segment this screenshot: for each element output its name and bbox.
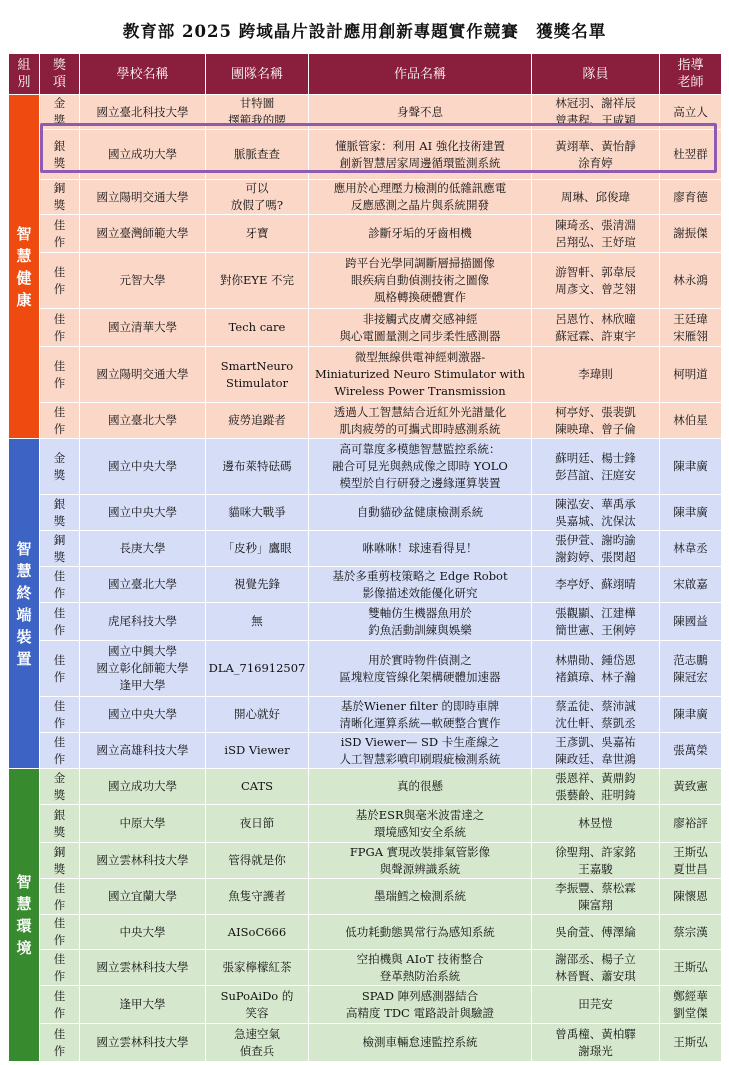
team-cell: 急速空氣 偵查兵 bbox=[206, 1024, 309, 1062]
table-row bbox=[9, 180, 722, 215]
award-cell: 佳 作 bbox=[40, 697, 80, 733]
work-cell: 基於ESR與毫米波雷達之 環境感知安全系統 bbox=[309, 805, 532, 843]
award-cell: 佳 作 bbox=[40, 309, 80, 347]
team-cell: 牙寶 bbox=[206, 215, 309, 253]
members-cell: 張觀顯、江建樺 簡世憲、王俐婷 bbox=[532, 603, 660, 641]
work-cell: 自動貓砂盆健康檢測系統 bbox=[309, 495, 532, 531]
table-row bbox=[9, 215, 722, 253]
members-cell: 李亭妤、蘇翊晴 bbox=[532, 567, 660, 603]
table-row bbox=[9, 603, 722, 641]
group-cell: 智 慧 終 端 裝 置 bbox=[9, 439, 40, 769]
team-cell: Tech care bbox=[206, 309, 309, 347]
work-cell: 跨平台光學同調斷層掃描圖像 眼疾病自動偵測技術之圖像 風格轉換硬體實作 bbox=[309, 253, 532, 309]
award-cell: 銀 獎 bbox=[40, 805, 80, 843]
school-cell: 中原大學 bbox=[80, 805, 206, 843]
school-cell: 逢甲大學 bbox=[80, 986, 206, 1024]
table-row bbox=[9, 95, 722, 130]
table-row bbox=[9, 1024, 722, 1062]
work-cell: 低功耗動態異常行為感知系統 bbox=[309, 915, 532, 950]
team-cell: 視覺先鋒 bbox=[206, 567, 309, 603]
advisor-cell: 范志鵬 陳冠宏 bbox=[660, 641, 722, 697]
work-cell: 微型無線供電神經刺激器- Miniaturized Neuro Stimulator with Wireless Power Transmission bbox=[309, 347, 532, 403]
award-cell: 佳 作 bbox=[40, 253, 80, 309]
award-cell: 佳 作 bbox=[40, 567, 80, 603]
award-cell: 佳 作 bbox=[40, 879, 80, 915]
school-cell: 國立臺灣師範大學 bbox=[80, 215, 206, 253]
work-cell: 身聲不息 bbox=[309, 95, 532, 130]
work-cell: 檢測車輛怠速監控系統 bbox=[309, 1024, 532, 1062]
work-cell: 基於Wiener filter 的即時車牌 清晰化運算系統—軟硬整合實作 bbox=[309, 697, 532, 733]
advisor-cell: 高立人 bbox=[660, 95, 722, 130]
table-row bbox=[9, 130, 722, 180]
table-row bbox=[9, 950, 722, 986]
table-row bbox=[9, 641, 722, 697]
award-cell: 佳 作 bbox=[40, 915, 80, 950]
advisor-cell: 王斯弘 夏世昌 bbox=[660, 843, 722, 879]
advisor-cell: 杜翌群 bbox=[660, 130, 722, 180]
members-cell: 吳俞萱、傅澤綸 bbox=[532, 915, 660, 950]
team-cell: SuPoAiDo 的 笑容 bbox=[206, 986, 309, 1024]
table-row bbox=[9, 769, 722, 805]
group-cell: 智 慧 健 康 bbox=[9, 95, 40, 439]
work-cell: 真的很懸 bbox=[309, 769, 532, 805]
advisor-cell: 陳國益 bbox=[660, 603, 722, 641]
award-cell: 佳 作 bbox=[40, 603, 80, 641]
advisor-cell: 鄭經華 劉堂傑 bbox=[660, 986, 722, 1024]
members-cell: 張伊萱、謝昀諭 謝鈞婷、張閔超 bbox=[532, 531, 660, 567]
members-cell: 張恩祥、黃鼎鈞 張藝齡、莊明錡 bbox=[532, 769, 660, 805]
team-cell: 脈脈查查 bbox=[206, 130, 309, 180]
award-cell: 銅 獎 bbox=[40, 531, 80, 567]
school-cell: 國立高雄科技大學 bbox=[80, 733, 206, 769]
header-award: 獎 項 bbox=[40, 54, 80, 95]
work-cell: SPAD 陣列感測器結合 高精度 TDC 電路設計與驗證 bbox=[309, 986, 532, 1024]
header-team: 團隊名稱 bbox=[206, 54, 309, 95]
work-cell: iSD Viewer— SD 卡生產線之 人工智慧彩噴印刷瑕疵檢測系統 bbox=[309, 733, 532, 769]
members-cell: 謝邵丞、楊子立 林晉賢、蕭安琪 bbox=[532, 950, 660, 986]
school-cell: 國立成功大學 bbox=[80, 130, 206, 180]
members-cell: 蔡孟徒、蔡沛誠 沈仕軒、蔡凱丞 bbox=[532, 697, 660, 733]
members-cell: 陳琦丞、張清淵 呂翔弘、王妤瑄 bbox=[532, 215, 660, 253]
work-cell: 高可靠度多模態智慧監控系統： 融合可見光與熱成像之即時 YOLO 模型於自行研發之邊緣運算裝置 bbox=[309, 439, 532, 495]
table-row bbox=[9, 567, 722, 603]
award-cell: 佳 作 bbox=[40, 215, 80, 253]
work-cell: 基於多重剪枝策略之 Edge Robot 影像描述效能優化研究 bbox=[309, 567, 532, 603]
award-cell: 佳 作 bbox=[40, 403, 80, 439]
members-cell: 田芫安 bbox=[532, 986, 660, 1024]
school-cell: 國立中興大學 國立彰化師範大學 逢甲大學 bbox=[80, 641, 206, 697]
school-cell: 國立中央大學 bbox=[80, 697, 206, 733]
advisor-cell: 廖裕評 bbox=[660, 805, 722, 843]
header-advisor: 指導 老師 bbox=[660, 54, 722, 95]
school-cell: 長庚大學 bbox=[80, 531, 206, 567]
header-work: 作品名稱 bbox=[309, 54, 532, 95]
team-cell: 邊布萊特砝碼 bbox=[206, 439, 309, 495]
advisor-cell: 王廷瑋 宋雁翎 bbox=[660, 309, 722, 347]
members-cell: 林昱愷 bbox=[532, 805, 660, 843]
advisor-cell: 廖育德 bbox=[660, 180, 722, 215]
school-cell: 國立臺北科技大學 bbox=[80, 95, 206, 130]
award-cell: 銀 獎 bbox=[40, 130, 80, 180]
award-cell: 金 獎 bbox=[40, 439, 80, 495]
table-row bbox=[9, 309, 722, 347]
work-cell: 非接觸式皮膚交感神經 與心電圖量測之同步柔性感測器 bbox=[309, 309, 532, 347]
advisor-cell: 陳聿廣 bbox=[660, 439, 722, 495]
work-cell: FPGA 實現改裝排氣管影像 與聲源辨識系統 bbox=[309, 843, 532, 879]
header-school: 學校名稱 bbox=[80, 54, 206, 95]
members-cell: 游智軒、郭韋辰 周彥文、曾芝翎 bbox=[532, 253, 660, 309]
team-cell: AISoC666 bbox=[206, 915, 309, 950]
members-cell: 林冠羽、謝祥辰 曾書程、王咸穎 bbox=[532, 95, 660, 130]
school-cell: 虎尾科技大學 bbox=[80, 603, 206, 641]
school-cell: 國立宜蘭大學 bbox=[80, 879, 206, 915]
work-cell: 透過人工智慧結合近紅外光譜量化 肌肉疲勞的可攜式即時感測系統 bbox=[309, 403, 532, 439]
work-cell: 墨瑞鱈之檢測系統 bbox=[309, 879, 532, 915]
team-cell: 無 bbox=[206, 603, 309, 641]
school-cell: 國立成功大學 bbox=[80, 769, 206, 805]
members-cell: 王彥凱、吳嘉祐 陳政廷、韋世鴻 bbox=[532, 733, 660, 769]
team-cell: iSD Viewer bbox=[206, 733, 309, 769]
award-cell: 銅 獎 bbox=[40, 843, 80, 879]
header-members: 隊員 bbox=[532, 54, 660, 95]
work-cell: 雙軸仿生機器魚用於 釣魚活動訓練與娛樂 bbox=[309, 603, 532, 641]
members-cell: 蘇明廷、楊士鋒 彭莒誼、汪庭安 bbox=[532, 439, 660, 495]
award-cell: 金 獎 bbox=[40, 95, 80, 130]
table-row bbox=[9, 733, 722, 769]
table-body bbox=[9, 95, 722, 1062]
advisor-cell: 宋啟嘉 bbox=[660, 567, 722, 603]
school-cell: 國立陽明交通大學 bbox=[80, 180, 206, 215]
members-cell: 陳泓安、華禹承 吳嘉城、沈保汰 bbox=[532, 495, 660, 531]
team-cell: 甘特圖 擇範我的腰 bbox=[206, 95, 309, 130]
advisor-cell: 林伯星 bbox=[660, 403, 722, 439]
team-cell: 「皮秒」鷹眼 bbox=[206, 531, 309, 567]
work-cell: 空拍機與 AIoT 技術整合 登革熱防治系統 bbox=[309, 950, 532, 986]
advisor-cell: 謝振傑 bbox=[660, 215, 722, 253]
school-cell: 元智大學 bbox=[80, 253, 206, 309]
members-cell: 柯亭妤、張裴凱 陳映瑋、曾子倫 bbox=[532, 403, 660, 439]
advisor-cell: 黃致憲 bbox=[660, 769, 722, 805]
advisor-cell: 陳聿廣 bbox=[660, 495, 722, 531]
work-cell: 懂脈管家：利用 AI 強化技術建置 創新智慧居家周邊循環監測系統 bbox=[309, 130, 532, 180]
table-row bbox=[9, 495, 722, 531]
team-cell: 對你EYE 不完 bbox=[206, 253, 309, 309]
team-cell: DLA_716912507 bbox=[206, 641, 309, 697]
members-cell: 徐聖翔、許家銘 王嘉駿 bbox=[532, 843, 660, 879]
members-cell: 黃翊華、黃怡靜 涂育婷 bbox=[532, 130, 660, 180]
team-cell: 開心就好 bbox=[206, 697, 309, 733]
team-cell: 疲勞追蹤者 bbox=[206, 403, 309, 439]
header-row bbox=[9, 54, 722, 95]
award-cell: 佳 作 bbox=[40, 641, 80, 697]
table-row bbox=[9, 253, 722, 309]
award-cell: 佳 作 bbox=[40, 950, 80, 986]
table-row bbox=[9, 879, 722, 915]
table-row bbox=[9, 347, 722, 403]
table-row bbox=[9, 531, 722, 567]
advisor-cell: 蔡宗漢 bbox=[660, 915, 722, 950]
team-cell: CATS bbox=[206, 769, 309, 805]
award-cell: 金 獎 bbox=[40, 769, 80, 805]
advisor-cell: 柯明道 bbox=[660, 347, 722, 403]
members-cell: 林鼎勛、鍾岱恩 褚鎮璋、林子瀚 bbox=[532, 641, 660, 697]
advisor-cell: 陳懷恩 bbox=[660, 879, 722, 915]
table-row bbox=[9, 439, 722, 495]
team-cell: 夜日節 bbox=[206, 805, 309, 843]
table-row bbox=[9, 986, 722, 1024]
table-row bbox=[9, 843, 722, 879]
team-cell: SmartNeuro Stimulator bbox=[206, 347, 309, 403]
school-cell: 國立臺北大學 bbox=[80, 567, 206, 603]
school-cell: 國立雲林科技大學 bbox=[80, 950, 206, 986]
work-cell: 咻咻咻！球速看得見！ bbox=[309, 531, 532, 567]
table-row bbox=[9, 403, 722, 439]
team-cell: 管得就是你 bbox=[206, 843, 309, 879]
team-cell: 魚隻守護者 bbox=[206, 879, 309, 915]
members-cell: 呂恩竹、林欣曈 蘇冠霖、許東宇 bbox=[532, 309, 660, 347]
header-group: 組 別 bbox=[9, 54, 40, 95]
members-cell: 曾禹橦、黃柏驛 謝璟光 bbox=[532, 1024, 660, 1062]
school-cell: 中央大學 bbox=[80, 915, 206, 950]
advisor-cell: 林韋丞 bbox=[660, 531, 722, 567]
school-cell: 國立雲林科技大學 bbox=[80, 843, 206, 879]
award-cell: 佳 作 bbox=[40, 986, 80, 1024]
advisor-cell: 張萬榮 bbox=[660, 733, 722, 769]
members-cell: 李瑋則 bbox=[532, 347, 660, 403]
table-row bbox=[9, 697, 722, 733]
award-cell: 銅 獎 bbox=[40, 180, 80, 215]
school-cell: 國立雲林科技大學 bbox=[80, 1024, 206, 1062]
advisor-cell: 陳聿廣 bbox=[660, 697, 722, 733]
award-cell: 佳 作 bbox=[40, 347, 80, 403]
school-cell: 國立臺北大學 bbox=[80, 403, 206, 439]
members-cell: 周琳、邱俊瑋 bbox=[532, 180, 660, 215]
advisor-cell: 林永鴻 bbox=[660, 253, 722, 309]
award-cell: 佳 作 bbox=[40, 733, 80, 769]
school-cell: 國立中央大學 bbox=[80, 495, 206, 531]
group-cell: 智 慧 環 境 bbox=[9, 769, 40, 1062]
work-cell: 診斷牙垢的牙齒相機 bbox=[309, 215, 532, 253]
school-cell: 國立中央大學 bbox=[80, 439, 206, 495]
page-title: 教育部 2025 跨域晶片設計應用創新專題實作競賽 獲獎名單 bbox=[122, 22, 607, 41]
award-table bbox=[8, 53, 722, 1062]
award-cell: 佳 作 bbox=[40, 1024, 80, 1062]
team-cell: 張家檸檬紅茶 bbox=[206, 950, 309, 986]
work-cell: 應用於心理壓力檢測的低雜訊應電 反應感測之晶片與系統開發 bbox=[309, 180, 532, 215]
school-cell: 國立清華大學 bbox=[80, 309, 206, 347]
school-cell: 國立陽明交通大學 bbox=[80, 347, 206, 403]
team-cell: 可以 放假了嗎? bbox=[206, 180, 309, 215]
team-cell: 貓咪大戰爭 bbox=[206, 495, 309, 531]
advisor-cell: 王斯弘 bbox=[660, 1024, 722, 1062]
table-row bbox=[9, 805, 722, 843]
award-cell: 銀 獎 bbox=[40, 495, 80, 531]
work-cell: 用於實時物件偵測之 區塊粒度管線化架構硬體加速器 bbox=[309, 641, 532, 697]
members-cell: 李振豐、蔡松霖 陳富翔 bbox=[532, 879, 660, 915]
table-row bbox=[9, 915, 722, 950]
advisor-cell: 王斯弘 bbox=[660, 950, 722, 986]
